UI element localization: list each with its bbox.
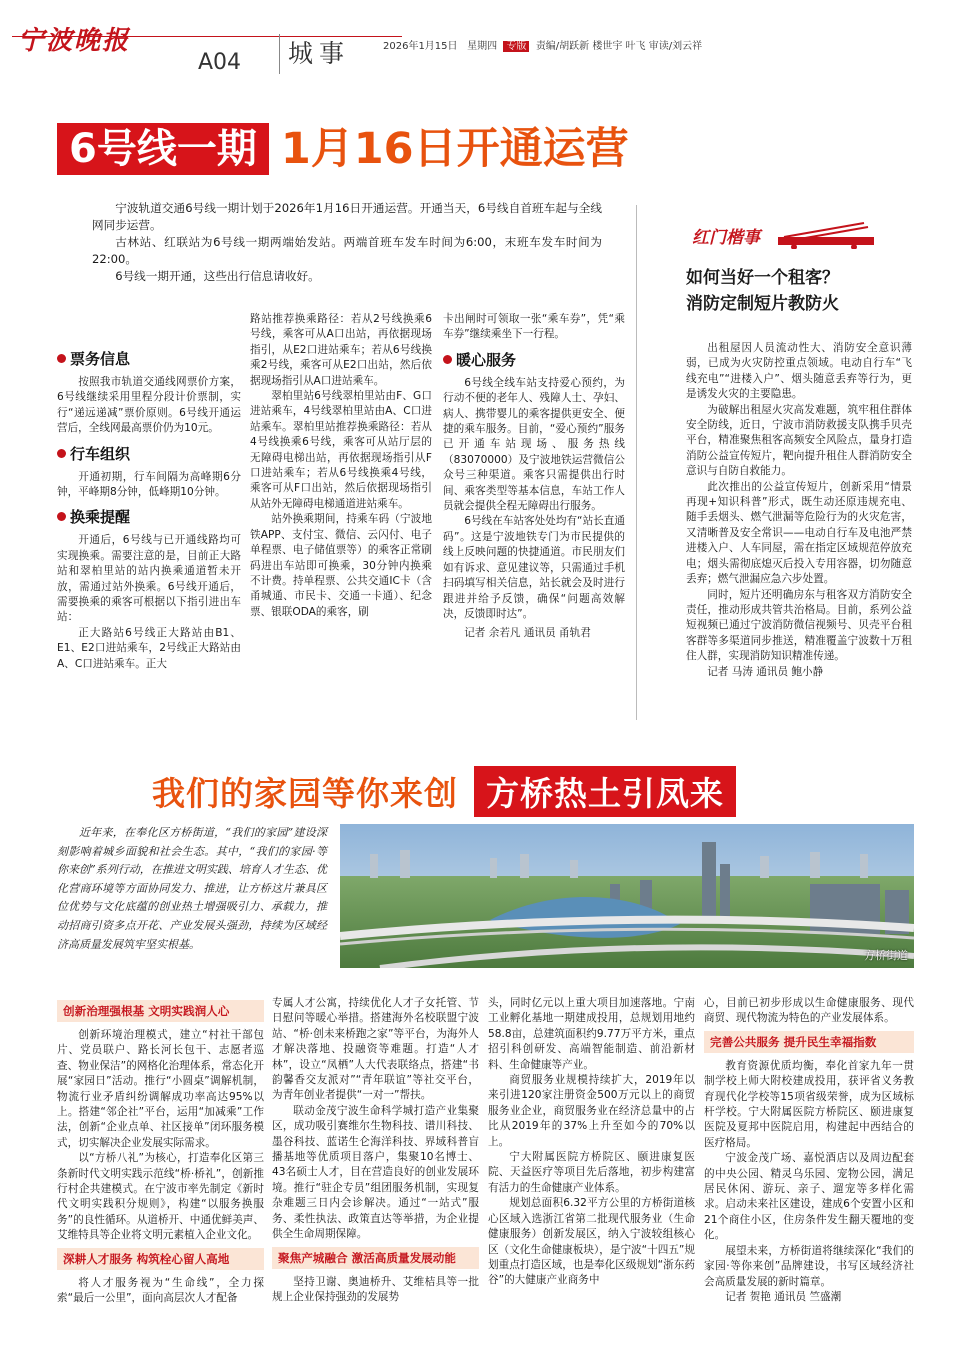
subhead-tag: 创新治理强根基 文明实践润人心 xyxy=(57,1000,264,1022)
story2-column-3 xyxy=(488,996,695,1289)
special-badge: 专版 xyxy=(503,41,529,52)
page-number: A04 xyxy=(198,50,242,75)
body-paragraph: 出租屋因人员流动性大、消防安全意识薄弱，已成为火灾防控重点领域。电动自行车“飞线充电”“进楼入户”、烟头随意丢弃等行为，更是诱发火灾的主要隐患。 xyxy=(686,342,912,401)
story1-headline xyxy=(57,123,629,175)
body-paragraph: 创新环境治理模式，建立“村社干部包片、党员联户、路长河长包干、志愿者巡查、物业保洁”的网格化治理体系，常态化开展“家园日”活动。推行“小圆桌”调解机制，物流行业矛盾纠纷调解成功率高达95%以上。搭建“邻企社”平台，运用“加减乘”工作法，创新“企业点单、社区接单”闭环服务模式，切实解决企业发展实际需求。 xyxy=(57,1029,264,1149)
sidebar-logo xyxy=(646,205,912,253)
story1-column-2 xyxy=(250,312,432,620)
section-name: 城事 xyxy=(288,39,351,68)
lead-paragraph: 6号线一期开通，这些出行信息请收好。 xyxy=(115,269,320,283)
byline: 记者 马涛 通讯员 鲍小静 xyxy=(707,665,824,678)
body-paragraph: 心，目前已初步形成以生命健康服务、现代商贸、现代物流为特色的产业发展体系。 xyxy=(704,997,914,1025)
subhead-tag: 完善公共服务 提升民生幸福指数 xyxy=(704,1031,914,1053)
story2-headline-part2: 方桥热土引凤来 xyxy=(474,766,736,817)
body-paragraph: 坚持卫谢、奥迪桥升、艾维桔具等一批规上企业保持强劲的发展势 xyxy=(272,1275,479,1303)
issue-weekday: 星期四 xyxy=(467,41,498,52)
sidebar-headline-line2: 消防定制短片教防火 xyxy=(686,294,839,314)
body-paragraph: 头，同时亿元以上重大项目加速落地。宁南工业孵化基地一期建成投用，总规划用地约58.8亩，总建筑面积约9.77万平方米，重点招引科创研发、高端智能制造、前沿新材料、生命健康等产业。 xyxy=(488,997,695,1071)
intro-paragraph: 近年来，在奉化区方桥街道，“我们的家园”建设深刻影响着城乡面貌和社会生态。其中，“我们的家园·等你来创”系列行动，在推进文明实践、培育人才生态、优化营商环境等方面协同发力、推进，让方桥这片兼具区位优势与文化底蕴的创业热土增强吸引力、承载力，推动招商引资多点开花、产业发展头强劲，持续为区域经济高质量发展筑牢坚实根基。 xyxy=(57,826,327,951)
body-paragraph: 宁大附属医院方桥院区、颐进康复医院、天益医疗等项目先后落地，初步构建富有活力的生命健康产业体系。 xyxy=(488,1151,695,1194)
subhead-tag: 深耕人才服务 构筑栓心留人高地 xyxy=(57,1248,264,1270)
issue-date: 2026年1月15日 xyxy=(383,41,458,52)
section-heading: 暖心服务 xyxy=(443,349,625,370)
masthead-info xyxy=(383,37,702,52)
bullet-dot-icon xyxy=(443,355,452,364)
lead-paragraph: 古林站、红联站为6号线一期两端始发站。两端首班车发车时间为6:00，末班车发车时间为22:00。 xyxy=(92,235,602,266)
body-paragraph: 站外换乘期间，持乘车码（宁波地铁APP、支付宝、微信、云闪付、电子单程票、电子储值票等）的乘客正常刷码进出车站即可换乘，30分钟内换乘不计费。持单程票、公共交通IC卡（含甬城通、市民卡、交通一卡通）、纪念票、银联ODA的乘客，刷 xyxy=(250,513,432,618)
body-paragraph: 按照我市轨道交通线网票价方案，6号线继续采用里程分段计价票制，实行“递远递减”票价原则。6号线开通运营后，全线网最高票价仍为10元。 xyxy=(57,376,241,435)
sidebar xyxy=(646,205,912,680)
story1-column-1 xyxy=(57,342,241,672)
editor-credits: 责编/胡跃新 楼世宇 叶飞 审读/刘云祥 xyxy=(535,41,703,52)
bullet-dot-icon xyxy=(57,512,66,521)
byline: 记者 余若凡 通讯员 甬轨君 xyxy=(464,627,591,640)
body-paragraph: 将人才服务视为“生命线”，全力探索“最后一公里”，面向高层次人才配备 xyxy=(57,1276,264,1305)
body-paragraph: 商贸服务业规模持续扩大，2019年以来引进120家注册资金500万元以上的商贸服务业企业，商贸服务业在经济总量中的占比从2019年的37%上升至如今的70%以上。 xyxy=(488,1074,695,1148)
body-paragraph: 正大路站6号线正大路站由B1、E1、E2口进站乘车，2号线正大路站由A、C口进站乘车。正大 xyxy=(57,626,241,670)
body-paragraph: 教育资源优质均衡，奉化首家九年一贯制学校上师大附校建成投用，获评省义务教育现代化学校等15项省级荣誉，成为区域标杆学校。宁大附属医院方桥院区、颐进康复医院及夏邦中医院启用，构建起中西结合的医疗格局。 xyxy=(704,1059,914,1149)
story2-headline xyxy=(152,766,736,817)
lead-paragraph: 宁波轨道交通6号线一期计划于2026年1月16日开通运营。开通当天，6号线自首班车起与全线网同步运营。 xyxy=(92,201,602,232)
body-paragraph: 卡出闸时可领取一张“乘车券”，凭“乘车券”继续乘坐下一行程。 xyxy=(443,313,625,341)
story2-column-4 xyxy=(704,996,914,1305)
body-paragraph: 此次推出的公益宣传短片，创新采用“情景再现+知识科普”形式，既生动还原违规充电、随手丢烟头、燃气泄漏等危险行为的火灾危害，又清晰普及安全常识——电动自行车及电池严禁进楼入户、人车同屋，需在指定区域规范停放充电；烟头需彻底熄灭后投入专用容器，切勿随意丢弃；燃气泄漏应急六步处置。 xyxy=(686,480,912,586)
body-paragraph: 规划总面积6.32平方公里的方桥街道核心区域入选浙江省第二批现代服务业（生命健康服务）创新发展区，纳入宁波较组核心区（文化生命健康板块），是宁波“十四五”规划重点打造区域，也是奉化区级规划“浙东药谷”的大健康产业商务中 xyxy=(488,1197,695,1287)
bullet-dot-icon xyxy=(57,449,66,458)
masthead-divider xyxy=(279,34,280,74)
body-paragraph: 展望未来，方桥街道将继续深化“我们的家园·等你来创”品牌建设，书写区域经济社会高质量发展的新时篇章。 xyxy=(704,1244,914,1288)
body-paragraph: 6号线全线车站支持爱心预约，为行动不便的老年人、残障人士、孕妇、病人、携带婴儿的乘客提供更安全、便捷的乘车服务。目前，“爱心预约”服务已开通车站现场、服务热线（83070000）及宁波地铁运营微信公众号三种渠道。乘客只需提供出行时间、乘客类型等基本信息，车站工作人员就会提供全程无障碍出行服务。 xyxy=(443,376,625,513)
story2-column-2 xyxy=(272,996,479,1305)
section-heading: 换乘提醒 xyxy=(57,506,241,527)
sidebar-logo-text: 红门楷事 xyxy=(692,228,760,248)
body-paragraph: 开通初期，行车间隔为高峰期6分钟，平峰期8分钟，低峰期10分钟。 xyxy=(57,470,241,499)
body-paragraph: 宁波金茂广场、嘉悦酒店以及周边配套的中央公园、精灵乌乐园、宠物公园，满足居民休闲、游玩、亲子、遛宠等多样化需求。启动未来社区建设，建成6个安置小区和21个商住小区，住房条件发生翻天覆地的变化。 xyxy=(704,1152,914,1242)
column-divider xyxy=(636,205,637,720)
body-paragraph: 路站推荐换乘路径：若从2号线换乘6号线，乘客可从A口出站，再依据现场指引，从E2口进站乘车；若从6号线换乘2号线，乘客可从E2口出站，然后依据现场指引从A口进站乘车。 xyxy=(250,313,432,387)
body-paragraph: 联动金茂宁波生命科学城打造产业集聚区，成功吸引赛维尔生物科技、谱川科技、墨谷科技、蓝诺生仑海洋科技、界域科普盲播基地等优质项目落户，集聚10名博士、43名硕士人才，目在营造良好的创业发展环境。推行“驻企专员”组团服务机制，实现复杂难题三日内会诊解决。通过“一站式”服务、柔性执法、政策直达等举措，为企业提供全生命周期保障。 xyxy=(272,1104,479,1241)
body-paragraph: 为破解出租屋火灾高发难题，筑牢租住群体安全防线，近日，宁波市消防救援支队携手贝壳平台，精准聚焦租客高频安全风险点，量身打造消防公益宣传短片，靶向提升租住人群消防安全意识与自防自救能力。 xyxy=(686,403,912,478)
story2-intro xyxy=(57,824,327,954)
story1-headline-part2: 1月16日开通运营 xyxy=(280,124,629,174)
story2-column-1 xyxy=(57,996,264,1307)
bullet-dot-icon xyxy=(57,354,66,363)
masthead xyxy=(0,0,956,80)
section-heading: 票务信息 xyxy=(57,348,241,369)
subhead-tag: 聚焦产城融合 激活高质量发展动能 xyxy=(272,1247,479,1269)
newspaper-logo: 宁波晚报 xyxy=(18,26,131,56)
story2-headline-part1: 我们的家园等你来创 xyxy=(152,774,458,813)
sidebar-body xyxy=(646,341,912,680)
story1-headline-part1: 6号线一期 xyxy=(57,123,269,175)
cityscape-image xyxy=(340,824,914,968)
sidebar-headline-line1: 如何当好一个租客？ xyxy=(686,268,839,288)
body-paragraph: 开通后，6号线与已开通线路均可实现换乘。需要注意的是，目前正大路站和翠柏里站的站内换乘通道暂未开放，需通过站外换乘。6号线开通后，需要换乘的乘客可根据以下指引进出车站： xyxy=(57,534,241,624)
story1-lead xyxy=(92,200,602,285)
section-heading: 行车组织 xyxy=(57,443,241,464)
fire-truck-ladder-icon xyxy=(774,219,884,249)
body-paragraph: 翠柏里站6号线翠柏里站由F、G口进站乘车，4号线翠柏里站由A、C口进站乘车。翠柏里站推荐换乘路径：若从4号线换乘6号线，乘客可从站厅层的无障碍电梯出站，再依据现场指引从F口进站乘车；若从6号线换乘4号线，乘客可从F口出站，然后依据现场指引从站外无障碍电梯通道进站乘车。 xyxy=(250,390,432,510)
sidebar-headline xyxy=(646,265,912,317)
body-paragraph: 以“方桥八礼”为核心，打造奉化区第三条新时代文明实践示范线“桥·桥礼”，创新推行村企共建模式。在宁波市率先制定《新时代文明实践积分规则》，构建“以服务换服务”的良性循环。从道桥开、中通优鲜美声、艾维特具等企业将文明元素植入企业文化。 xyxy=(57,1152,264,1242)
body-paragraph: 6号线在车站客处处均有“站长直通码”。这是宁波地铁专门为市民提供的线上反映问题的快捷通道。市民朋友们如有诉求、意见建议等，只需通过手机扫码填写相关信息，站长就会及时进行跟进并给予反馈，确保“问题高效解决，反馈即时达”。 xyxy=(443,515,625,620)
aerial-photo xyxy=(340,824,914,968)
body-paragraph: 专属人才公寓，持续优化人才子女托管、节日慰问等暖心举措。搭建海外名校联盟宁波站、“桥·创未来桥跑之家”等平台，为海外人才解决落地、投融资等难题。打造“人才林”，设立“凤栖”人大代表联络点，搭建“书韵馨香交友派对”“青年联谊”等社交平台，为青年创业者提供“一对一”帮扶。 xyxy=(272,997,479,1102)
story1-column-3 xyxy=(443,312,625,642)
photo-caption: 方桥街道 xyxy=(864,949,908,962)
byline: 记者 贺艳 通讯员 竺盛潮 xyxy=(725,1290,842,1303)
body-paragraph: 同时，短片还明确房东与租客双方消防安全责任，推动形成共管共治格局。目前，系列公益短视频已通过宁波消防微信视频号、贝壳平台租客群等多渠道同步推送，精准覆盖宁波数十万租住人群，实现消防知识精准传递。 xyxy=(686,588,912,663)
